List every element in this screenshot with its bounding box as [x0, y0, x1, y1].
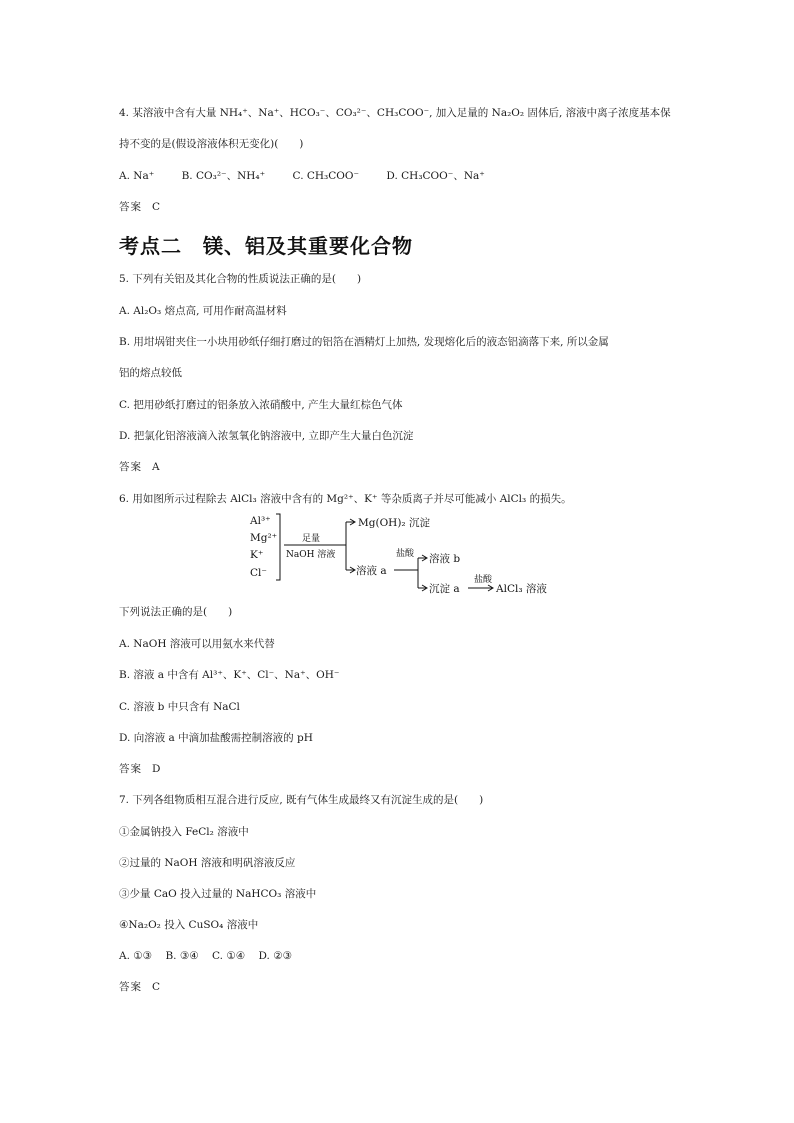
q5-option-b-line2: 铝的熔点较低	[119, 367, 182, 379]
q7-answer-value: C	[152, 981, 161, 993]
ion-mg: Mg²⁺	[250, 532, 278, 544]
q4-option-a: A. Na⁺	[119, 170, 155, 182]
q7-item-3: ③少量 CaO 投入过量的 NaHCO₃ 溶液中	[119, 888, 317, 900]
q6-option-b: B. 溶液 a 中含有 Al³⁺、K⁺、Cl⁻、Na⁺、OH⁻	[119, 669, 340, 681]
q6-answer	[119, 762, 160, 776]
q7-answer	[119, 980, 160, 994]
reagent-top: 足量	[302, 534, 321, 544]
acid-label-1: 盐酸	[396, 549, 415, 559]
q5-stem: 5. 下列有关铝及其化合物的性质说法正确的是( )	[119, 273, 362, 285]
q5-option-a: A. Al₂O₃ 熔点高, 可用作耐高温材料	[119, 305, 287, 317]
reagent-bottom: NaOH 溶液	[286, 550, 336, 560]
q7-answer-label: 答案	[119, 981, 142, 993]
q5-option-b-line1: B. 用坩埚钳夹住一小块用砂纸仔细打磨过的铝箔在酒精灯上加热, 发现熔化后的液态铝滴落下来, 所以金属	[119, 336, 609, 348]
ion-k: K⁺	[250, 549, 264, 561]
acid-label-2: 盐酸	[474, 575, 493, 585]
q6-process-diagram	[246, 510, 566, 600]
solution-a: 溶液 a	[356, 565, 387, 577]
q7-item-2: ②过量的 NaOH 溶液和明矾溶液反应	[119, 857, 296, 869]
q4-stem-line2: 持不变的是(假设溶液体积无变化)( )	[119, 138, 304, 150]
q7-option-d: D. ②③	[258, 950, 293, 962]
q4-answer	[119, 200, 160, 214]
solution-b: 溶液 b	[429, 553, 461, 565]
q6-option-d: D. 向溶液 a 中滴加盐酸需控制溶液的 pH	[119, 732, 313, 744]
q7-option-a: A. ①③	[119, 950, 153, 962]
q4-option-c: C. CH₃COO⁻	[292, 170, 360, 182]
q6-prompt: 下列说法正确的是( )	[119, 606, 233, 618]
q7-item-4: ④Na₂O₂ 投入 CuSO₄ 溶液中	[119, 919, 259, 931]
q7-option-c: C. ①④	[212, 950, 246, 962]
q7-options	[119, 949, 302, 963]
q5-answer-value: A	[152, 461, 160, 473]
q4-option-b: B. CO₃²⁻、NH₄⁺	[181, 170, 266, 182]
q7-option-b: B. ③④	[165, 950, 199, 962]
q6-answer-label: 答案	[119, 763, 142, 775]
q4-stem-line1: 4. 某溶液中含有大量 NH₄⁺、Na⁺、HCO₃⁻、CO₃²⁻、CH₃COO⁻, 加入足量的 Na₂O₂ 固体后, 溶液中离子浓度基本保	[119, 107, 671, 119]
q6-option-a: A. NaOH 溶液可以用氨水来代替	[119, 638, 275, 650]
section-title: 考点二 镁、铝及其重要化合物	[119, 234, 413, 258]
q4-answer-label: 答案	[119, 201, 142, 213]
q7-stem: 7. 下列各组物质相互混合进行反应, 既有气体生成最终又有沉淀生成的是( )	[119, 794, 484, 806]
q5-answer-label: 答案	[119, 461, 142, 473]
q4-options	[119, 169, 509, 183]
ion-al: Al³⁺	[250, 515, 271, 527]
final-product: AlCl₃ 溶液	[496, 583, 547, 595]
q6-answer-value: D	[152, 763, 161, 775]
ion-cl: Cl⁻	[250, 567, 267, 579]
q6-stem: 6. 用如图所示过程除去 AlCl₃ 溶液中含有的 Mg²⁺、K⁺ 等杂质离子并尽可能减小 AlCl₃ 的损失。	[119, 493, 572, 505]
precipitate-a: 沉淀 a	[429, 583, 460, 595]
q5-option-d: D. 把氯化铝溶液滴入浓氢氧化钠溶液中, 立即产生大量白色沉淀	[119, 430, 414, 442]
q6-option-c: C. 溶液 b 中只含有 NaCl	[119, 701, 240, 713]
q4-answer-value: C	[152, 201, 161, 213]
q7-item-1: ①金属钠投入 FeCl₂ 溶液中	[119, 826, 249, 838]
q5-option-c: C. 把用砂纸打磨过的铝条放入浓硝酸中, 产生大量红棕色气体	[119, 399, 403, 411]
product-precipitate: Mg(OH)₂ 沉淀	[358, 517, 430, 529]
q4-option-d: D. CH₃COO⁻、Na⁺	[386, 170, 485, 182]
ion-bracket	[276, 514, 280, 580]
q5-answer	[119, 460, 160, 474]
